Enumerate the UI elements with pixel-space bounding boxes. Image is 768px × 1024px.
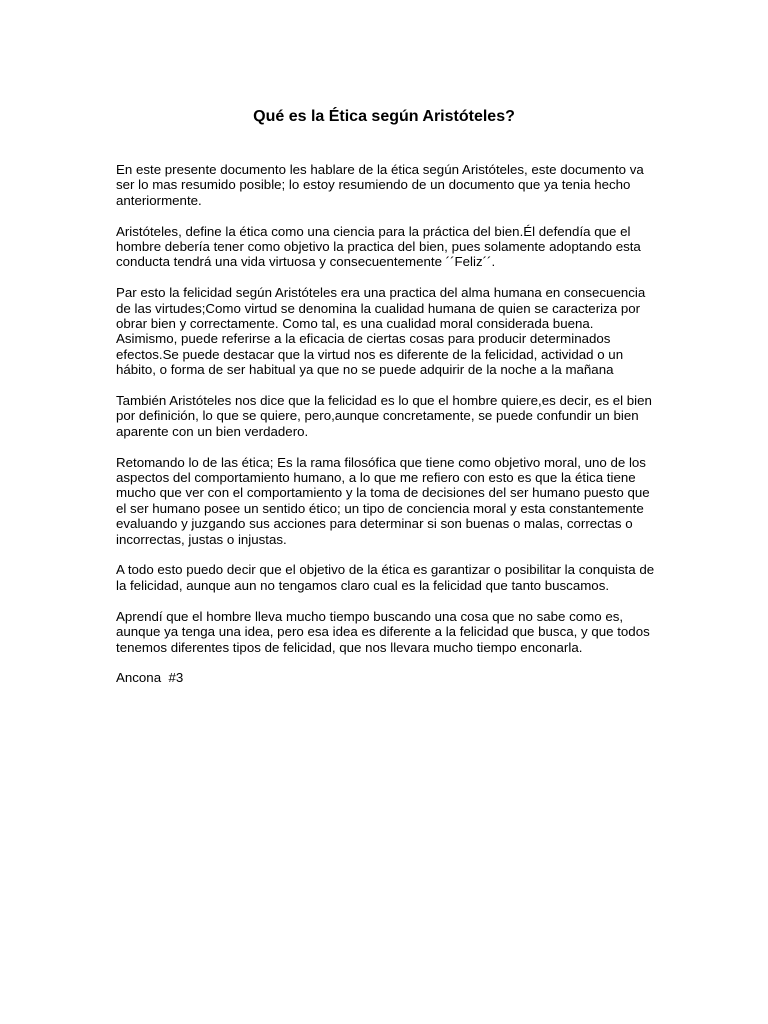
paragraph-happiness: También Aristóteles nos dice que la felicidad es lo que el hombre quiere,es decir, es el bien por definición, lo que se quiere, pero,aunque concretamente, se puede confundir un bien aparente con un bien verdadero.: [116, 393, 652, 439]
document-title: Qué es la Ética según Aristóteles?: [253, 108, 515, 125]
paragraph-definition: Aristóteles, define la ética como una ciencia para la práctica del bien.Él defendía que el hombre debería tener como objetivo la practica del bien, pues solamente adoptando esta conducta tendrá una vida virtuosa y consecuentemente ´´Feliz´´.: [116, 223, 641, 270]
paragraph-conclusion: Aprendí que el hombre lleva mucho tiempo buscando una cosa que no sabe como es, aunque ya tenga una idea, pero esa idea es diferente a la felicidad que busca, y que todos tenemos diferentes tipos de felicidad, que nos llevara mucho tiempo enconarla.: [116, 608, 650, 655]
paragraph-virtue: Par esto la felicidad según Aristóteles era una practica del alma humana en consecuencia de las virtudes;Como virtud se denomina la cualidad humana de quien se caracteriza por obrar bien y correctamente. Como tal, es una cualidad moral considerada buena. Asimismo, puede referirse a la eficacia de ciertas cosas para producir determinados efectos.Se puede destacar que la virtud nos es diferente de la felicidad, actividad o un hábito, o forma de ser habitual ya que no se puede adquirir de la noche a la mañana: [116, 285, 646, 378]
document-body: [116, 162, 656, 701]
paragraph-intro: En este presente documento les hablare de la ética según Aristóteles, este documento va ser lo mas resumido posible; lo estoy resumiendo de un documento que ya tenia hecho anteriormente.: [116, 162, 644, 208]
paragraph-objective: A todo esto puedo decir que el objetivo de la ética es garantizar o posibilitar la conquista de la felicidad, aunque aun no tengamos claro cual es la felicidad que tanto buscamos.: [116, 562, 655, 593]
paragraph-ethics-branch: Retomando lo de las ética; Es la rama filosófica que tiene como objetivo moral, uno de los aspectos del comportamiento humano, a lo que me refiero con esto es que la ética tiene mucho que ver con el comportamiento y la toma de decisiones del ser humano puesto que el ser humano posee un sentido ético; un tipo de conciencia moral y esta constantemente evaluando y juzgando sus acciones para determinar si son buenas o malas, correctas o incorrectas, justas o injustas.: [116, 454, 650, 547]
signature: Ancona #3: [116, 670, 184, 686]
